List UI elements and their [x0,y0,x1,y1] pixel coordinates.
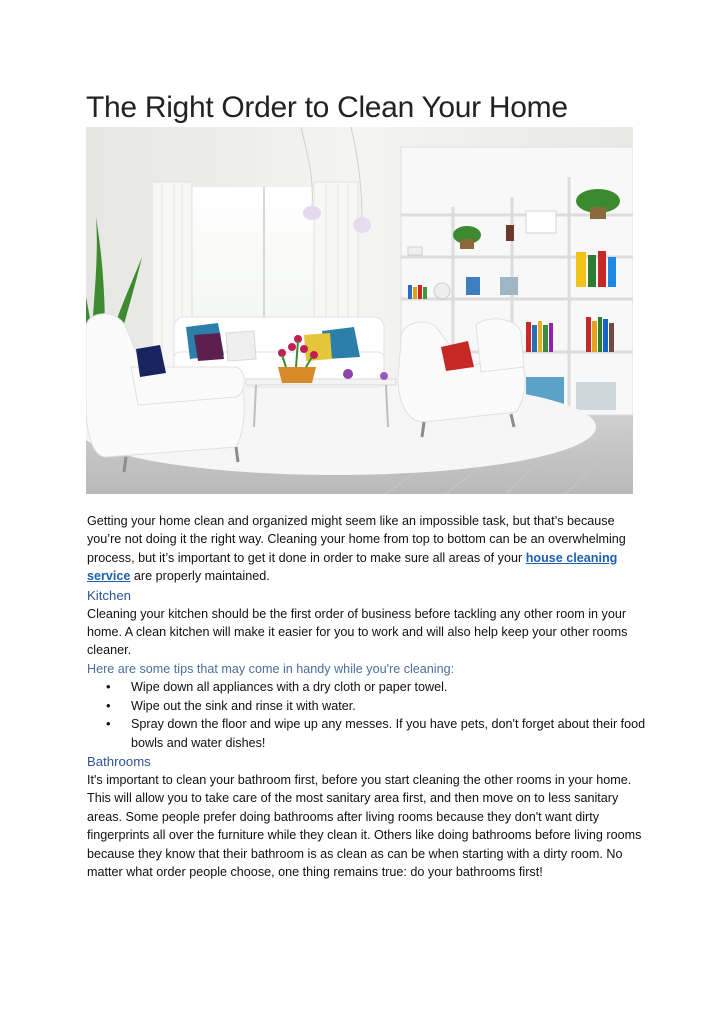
article-body [87,512,647,882]
tips-heading: Here are some tips that may come in handy while you're cleaning: [87,661,455,676]
tip-text: Spray down the floor and wipe up any messes. If you have pets, don't forget about their food bowls and water dishes! [131,717,646,750]
bullet-icon: • [106,679,111,695]
list-item [106,697,647,715]
tip-text: Wipe down all appliances with a dry cloth or paper towel. [131,680,448,695]
bullet-icon: • [106,697,111,713]
list-item [106,678,647,696]
list-item [106,715,647,752]
intro-text-end: are properly maintained. [130,569,270,584]
bathrooms-heading: Bathrooms [87,754,151,770]
house-cleaning-service-link[interactable]: house cleaning service [87,550,618,584]
kitchen-heading: Kitchen [87,587,131,603]
bullet-icon: • [106,716,111,732]
tip-text: Wipe out the sink and rinse it with water. [131,698,356,713]
intro-text-start: Getting your home clean and organized might seem like an impossible task, but that’s because you’re not doing it the right way. Cleaning your home from top to bottom can be an overwhelming process, but it’s important to get it done in order to make sure all areas of your [87,514,626,565]
living-room-photo [86,127,633,494]
page-title: The Right Order to Clean Your Home [86,91,568,124]
kitchen-paragraph: Cleaning your kitchen should be the first order of business before tackling any other room in your home. A clean kitchen will make it easier for you to work and will also help keep your other rooms cleaner. [87,606,628,658]
bathrooms-paragraph: It's important to clean your bathroom first, before you start cleaning the other rooms in your home. This will allow you to take care of the most sanitary area first, and then move on to less sanitary areas. Some people prefer doing bathrooms after living rooms because they don't want dirty fingerprints all over the furniture while they clean it. Others like doing bathrooms before living rooms because they know that their bathroom is as clean as can be when starting with a dirty room. No matter what order people choose, one thing remains true: do your bathrooms first! [87,773,642,880]
intro-paragraph [87,512,647,586]
tips-list [87,678,647,752]
